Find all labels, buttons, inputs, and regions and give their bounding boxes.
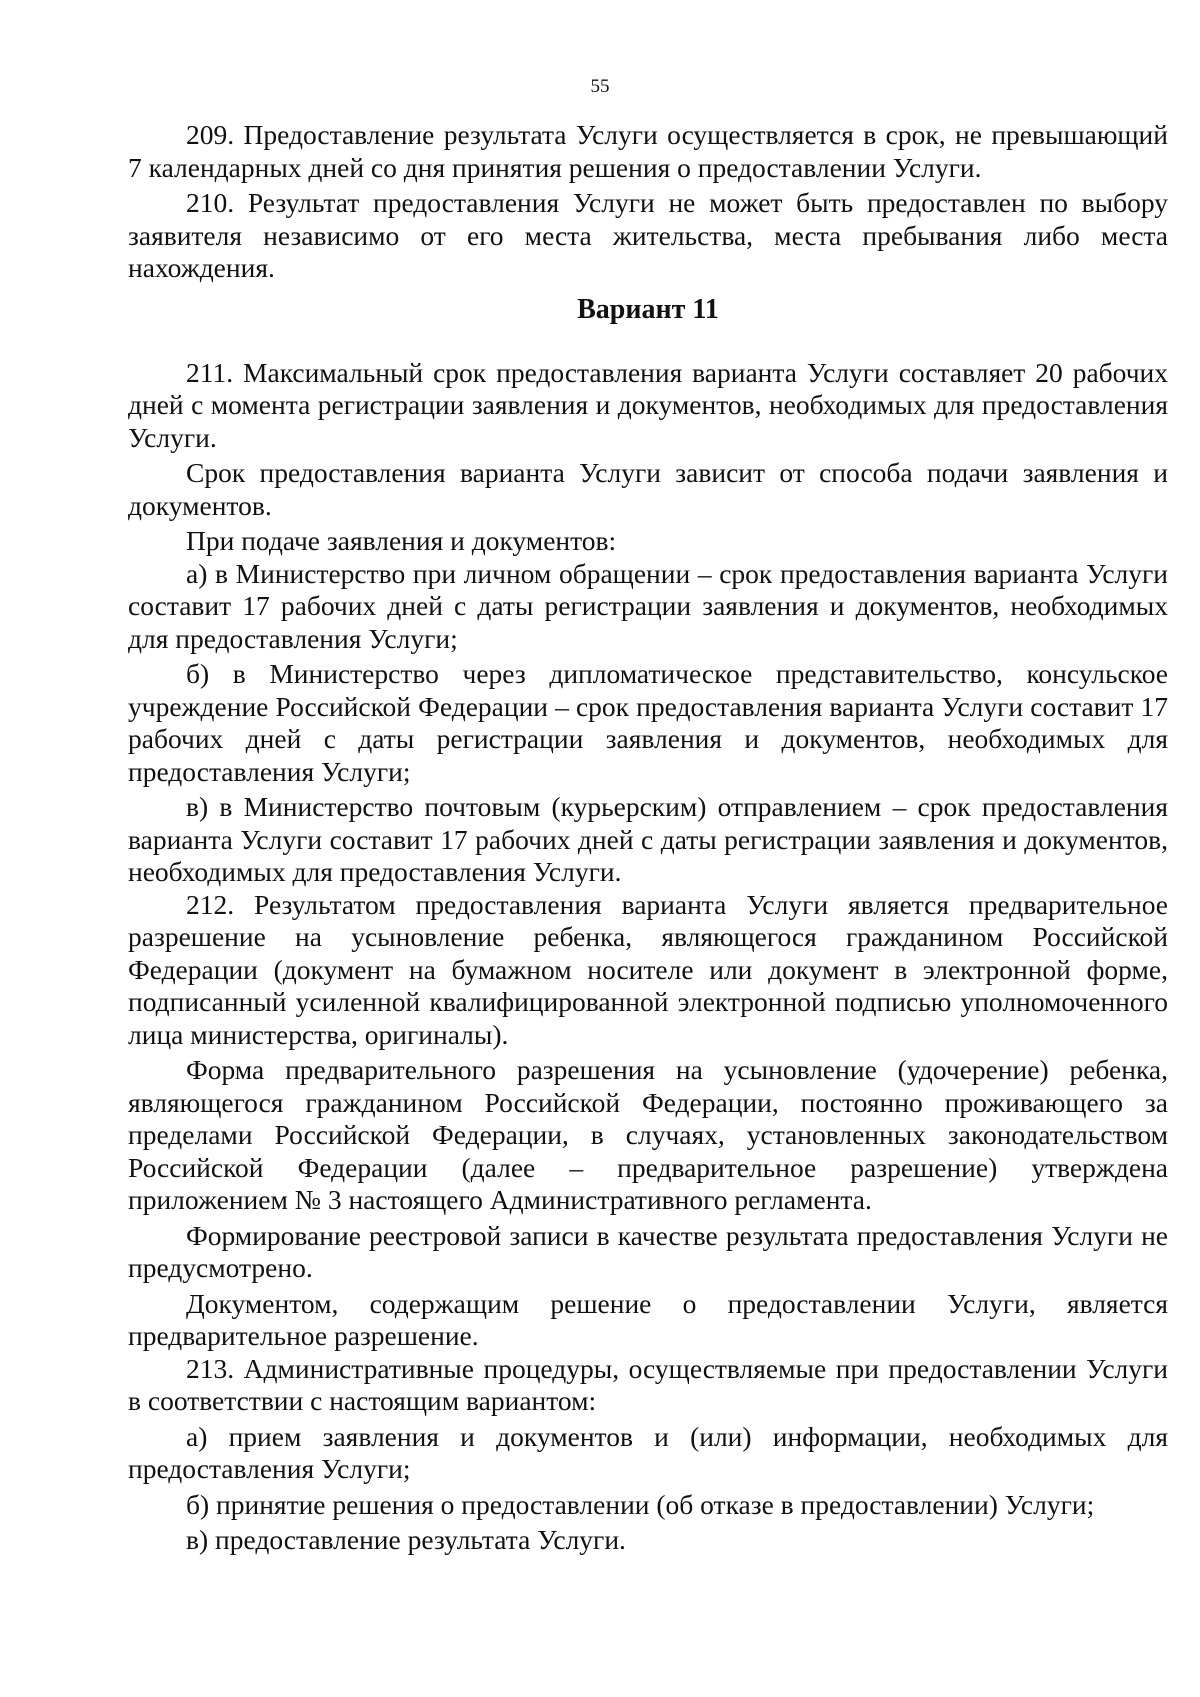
paragraph-210: 210. Результат предоставления Услуги не может быть предоставлен по выбору заявителя независимо от его места жительства, места пребывания либо места нахождения. — [128, 187, 1168, 283]
paragraph-211-item-a: а) в Министерство при личном обращении – срок предоставления варианта Услуги составит 17 рабочих дней с даты регистрации заявления и документов, необходимых для предоставления Услуги; — [128, 557, 1168, 654]
paragraph-213-item-v: в) предоставление результата Услуги. — [186, 1524, 626, 1555]
paragraph-211-term: Срок предоставления варианта Услуги зависит от способа подачи заявления и документов. — [128, 457, 1168, 521]
paragraph-211-intro: При подаче заявления и документов: — [186, 525, 617, 556]
document-body — [128, 119, 1168, 1557]
paragraph-212-registry: Формирование реестровой записи в качестве результата предоставления Услуги не предусмотрено. — [128, 1219, 1168, 1283]
paragraph-211: 211. Максимальный срок предоставления варианта Услуги составляет 20 рабочих дней с момента регистрации заявления и документов, необходимых для предоставления Услуги. — [128, 356, 1168, 453]
paragraph-212-document: Документом, содержащим решение о предоставлении Услуги, является предварительное разрешение. — [128, 1287, 1168, 1351]
paragraph-212: 212. Результатом предоставления варианта Услуги является предварительное разрешение на усыновление ребенка, являющегося гражданином Российской Федерации (документ на бумажном носителе или документ в электронной форме, подписанный усиленной квалифицированной электронной подписью уполномоченного лица министерства, оригиналы). — [128, 888, 1168, 1050]
paragraph-213-item-a: а) прием заявления и документов и (или) информации, необходимых для предоставления Услуги; — [128, 1420, 1168, 1484]
page-number: 55 — [590, 76, 610, 97]
paragraph-212-form: Форма предварительного разрешения на усыновление (удочерение) ребенка, являющегося гражданином Российской Федерации, постоянно проживающего за пределами Российской Федерации, в случаях, установленных законодательством Российской Федерации (далее – предварительное разрешение) утверждена приложением № 3 настоящего Административного регламента. — [128, 1054, 1168, 1215]
section-heading-variant-11: Вариант 11 — [577, 293, 719, 325]
paragraph-211-item-b: б) в Министерство через дипломатическое представительство, консульское учреждение Российской Федерации – срок предоставления варианта Услуги составит 17 рабочих дней с даты регистрации заявления и документов, необходимых для предоставления Услуги; — [128, 658, 1168, 787]
paragraph-213-item-b: б) принятие решения о предоставлении (об отказе в предоставлении) Услуги; — [186, 1488, 1095, 1520]
paragraph-213: 213. Административные процедуры, осуществляемые при предоставлении Услуги в соответствии с настоящим вариантом: — [128, 1352, 1168, 1416]
paragraph-209: 209. Предоставление результата Услуги осуществляется в срок, не превышающий 7 календарных дней со дня принятия решения о предоставлении Услуги. — [128, 119, 1168, 183]
paragraph-211-item-v: в) в Министерство почтовым (курьерским) отправлением – срок предоставления варианта Услуги составит 17 рабочих дней с даты регистрации заявления и документов, необходимых для предоставления Услуги. — [128, 791, 1168, 887]
